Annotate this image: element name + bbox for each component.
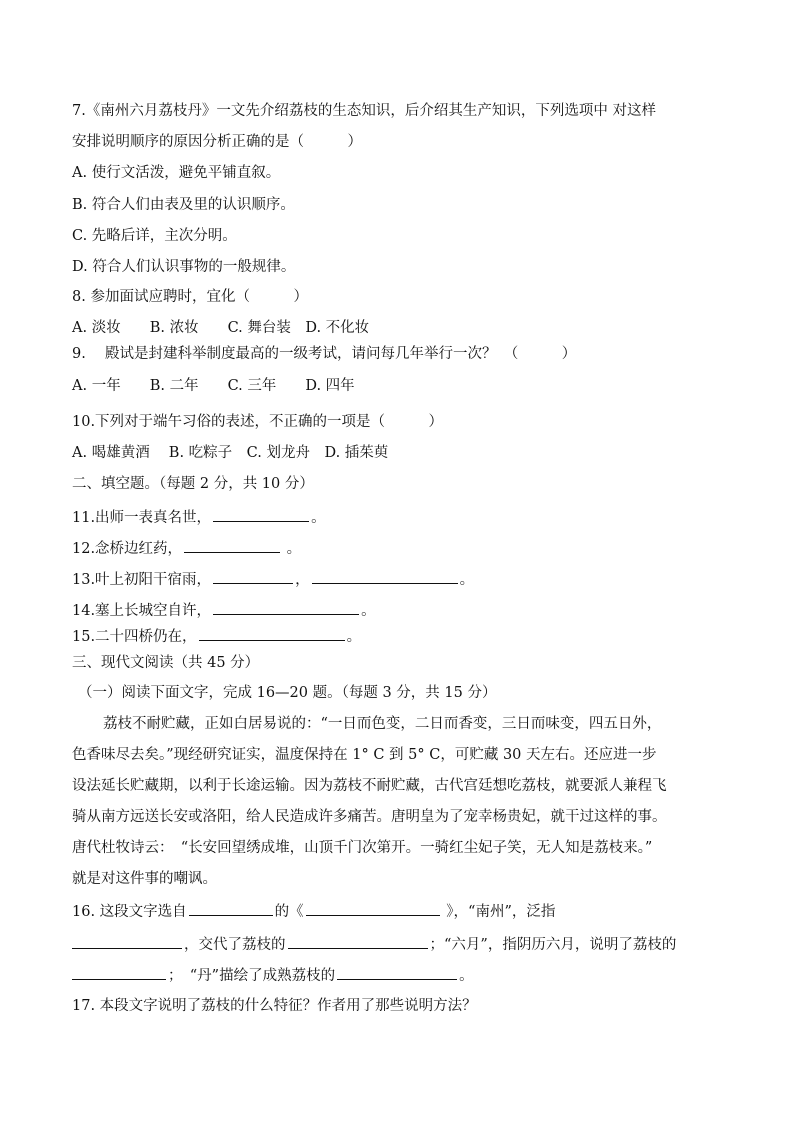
q7-option-b: B. 符合人们由表及里的认识顺序。 bbox=[72, 197, 295, 213]
q14-end: 。 bbox=[361, 603, 376, 619]
q9-options: A. 一年 B. 二年 C. 三年 D. 四年 bbox=[72, 378, 355, 394]
q7-option-a: A. 使行文活泼，避免平铺直叙。 bbox=[72, 165, 281, 181]
q10-stem: 10.下列对于端午习俗的表述，不正确的一项是（ ） bbox=[72, 414, 444, 430]
q16-blank-color[interactable] bbox=[337, 965, 457, 980]
q12-end: 。 bbox=[282, 541, 302, 557]
q8-stem: 8. 参加面试应聘时，宜化（ ） bbox=[72, 289, 308, 305]
q11-end: 。 bbox=[311, 510, 326, 526]
q10-options: A. 喝雄黄酒 B. 吃粽子 C. 划龙舟 D. 插茱萸 bbox=[72, 445, 389, 461]
q16-text-6: ； “丹”描绘了成熟荔枝的 bbox=[168, 968, 336, 984]
q17-stem: 17. 本段文字说明了荔枝的什么特征？作者用了那些说明方法？ bbox=[72, 998, 477, 1014]
section-3-subtitle: （一）阅读下面文字，完成 16—20 题。（每题 3 分，共 15 分） bbox=[78, 685, 497, 701]
q11-answer-blank[interactable] bbox=[213, 507, 309, 522]
q7-option-c: C. 先略后详，主次分明。 bbox=[72, 228, 237, 244]
q15 bbox=[72, 626, 361, 647]
q7-stem-line1: 7.《南州六月荔枝丹》一文先介绍荔枝的生态知识，后介绍其生产知识，下列选项中 对这样 bbox=[72, 103, 656, 119]
q12-answer-blank[interactable] bbox=[184, 538, 280, 553]
q13-comma: ， bbox=[295, 572, 310, 588]
q16-text-5: ；“六月”，指阴历六月，说明了荔枝的 bbox=[429, 937, 677, 953]
q16-text-2: 的《 bbox=[274, 904, 304, 920]
q7-option-d: D. 符合人们认识事物的一般规律。 bbox=[72, 259, 296, 275]
section-2-title: 二、填空题。（每题 2 分，共 10 分） bbox=[72, 476, 314, 492]
q7-stem-line2: 安排说明顺序的原因分析正确的是（ ） bbox=[72, 134, 362, 150]
q8-options: A. 淡妆 B. 浓妆 C. 舞台装 D. 不化妆 bbox=[72, 320, 370, 336]
q13 bbox=[72, 569, 474, 590]
q14-answer-blank[interactable] bbox=[213, 600, 359, 615]
q16-blank-season[interactable] bbox=[72, 965, 166, 980]
q13-prompt: 13.叶上初阳干宿雨， bbox=[72, 572, 212, 588]
q13-answer-blank-1[interactable] bbox=[213, 569, 293, 584]
q16-blank-region[interactable] bbox=[72, 934, 182, 949]
q12-prompt: 12.念桥边红药， bbox=[72, 541, 183, 557]
q16-text-7: 。 bbox=[459, 968, 474, 984]
q13-answer-blank-2[interactable] bbox=[312, 569, 458, 584]
q16-blank-work[interactable] bbox=[306, 901, 440, 916]
q16-blank-author[interactable] bbox=[189, 901, 273, 916]
passage-line-5: 唐代杜牧诗云： “长安回望绣成堆，山顶千门次第开。一骑红尘妃子笑，无人知是荔枝来。” bbox=[72, 840, 653, 856]
q15-answer-blank[interactable] bbox=[199, 626, 345, 641]
q14-prompt: 14.塞上长城空自许， bbox=[72, 603, 212, 619]
q11 bbox=[72, 507, 326, 528]
q9-stem: 9. 殿试是封建科举制度最高的一级考试，请问每几年举行一次？ （ ） bbox=[72, 346, 577, 362]
q12 bbox=[72, 538, 301, 559]
q16-blank-habitat[interactable] bbox=[288, 934, 428, 949]
q16-line-3 bbox=[72, 965, 474, 986]
q16-text-1: 16. 这段文字选自 bbox=[72, 904, 187, 920]
passage-line-1: 荔枝不耐贮藏，正如白居易说的：“一日而色变，二日而香变，三日而味变，四五日外， bbox=[103, 716, 662, 732]
passage-line-2: 色香味尽去矣。”现经研究证实，温度保持在 1° C 到 5° C，可贮藏 30 天左右。还应进一步 bbox=[72, 747, 657, 763]
section-3-title: 三、现代文阅读（共 45 分） bbox=[72, 655, 260, 671]
q15-end: 。 bbox=[346, 629, 362, 645]
passage-line-3: 设法延长贮藏期，以利于长途运输。因为荔枝不耐贮藏，古代宫廷想吃荔枝，就要派人兼程飞 bbox=[72, 778, 667, 794]
passage-line-4: 骑从南方远送长安或洛阳，给人民造成许多痛苦。唐明皇为了宠幸杨贵妃，就干过这样的事。 bbox=[72, 809, 667, 825]
q16-line-2 bbox=[72, 934, 676, 955]
passage-line-6: 就是对这件事的嘲讽。 bbox=[72, 871, 217, 887]
q15-prompt: 15.二十四桥仍在， bbox=[72, 629, 197, 645]
q16-line-1 bbox=[72, 901, 555, 922]
q16-text-3: 》，“南州”，泛指 bbox=[441, 904, 556, 920]
q13-end: 。 bbox=[459, 572, 475, 588]
q14 bbox=[72, 600, 376, 621]
q11-prompt: 11.出师一表真名世， bbox=[72, 510, 212, 526]
q16-text-4: ，交代了荔枝的 bbox=[184, 937, 286, 953]
